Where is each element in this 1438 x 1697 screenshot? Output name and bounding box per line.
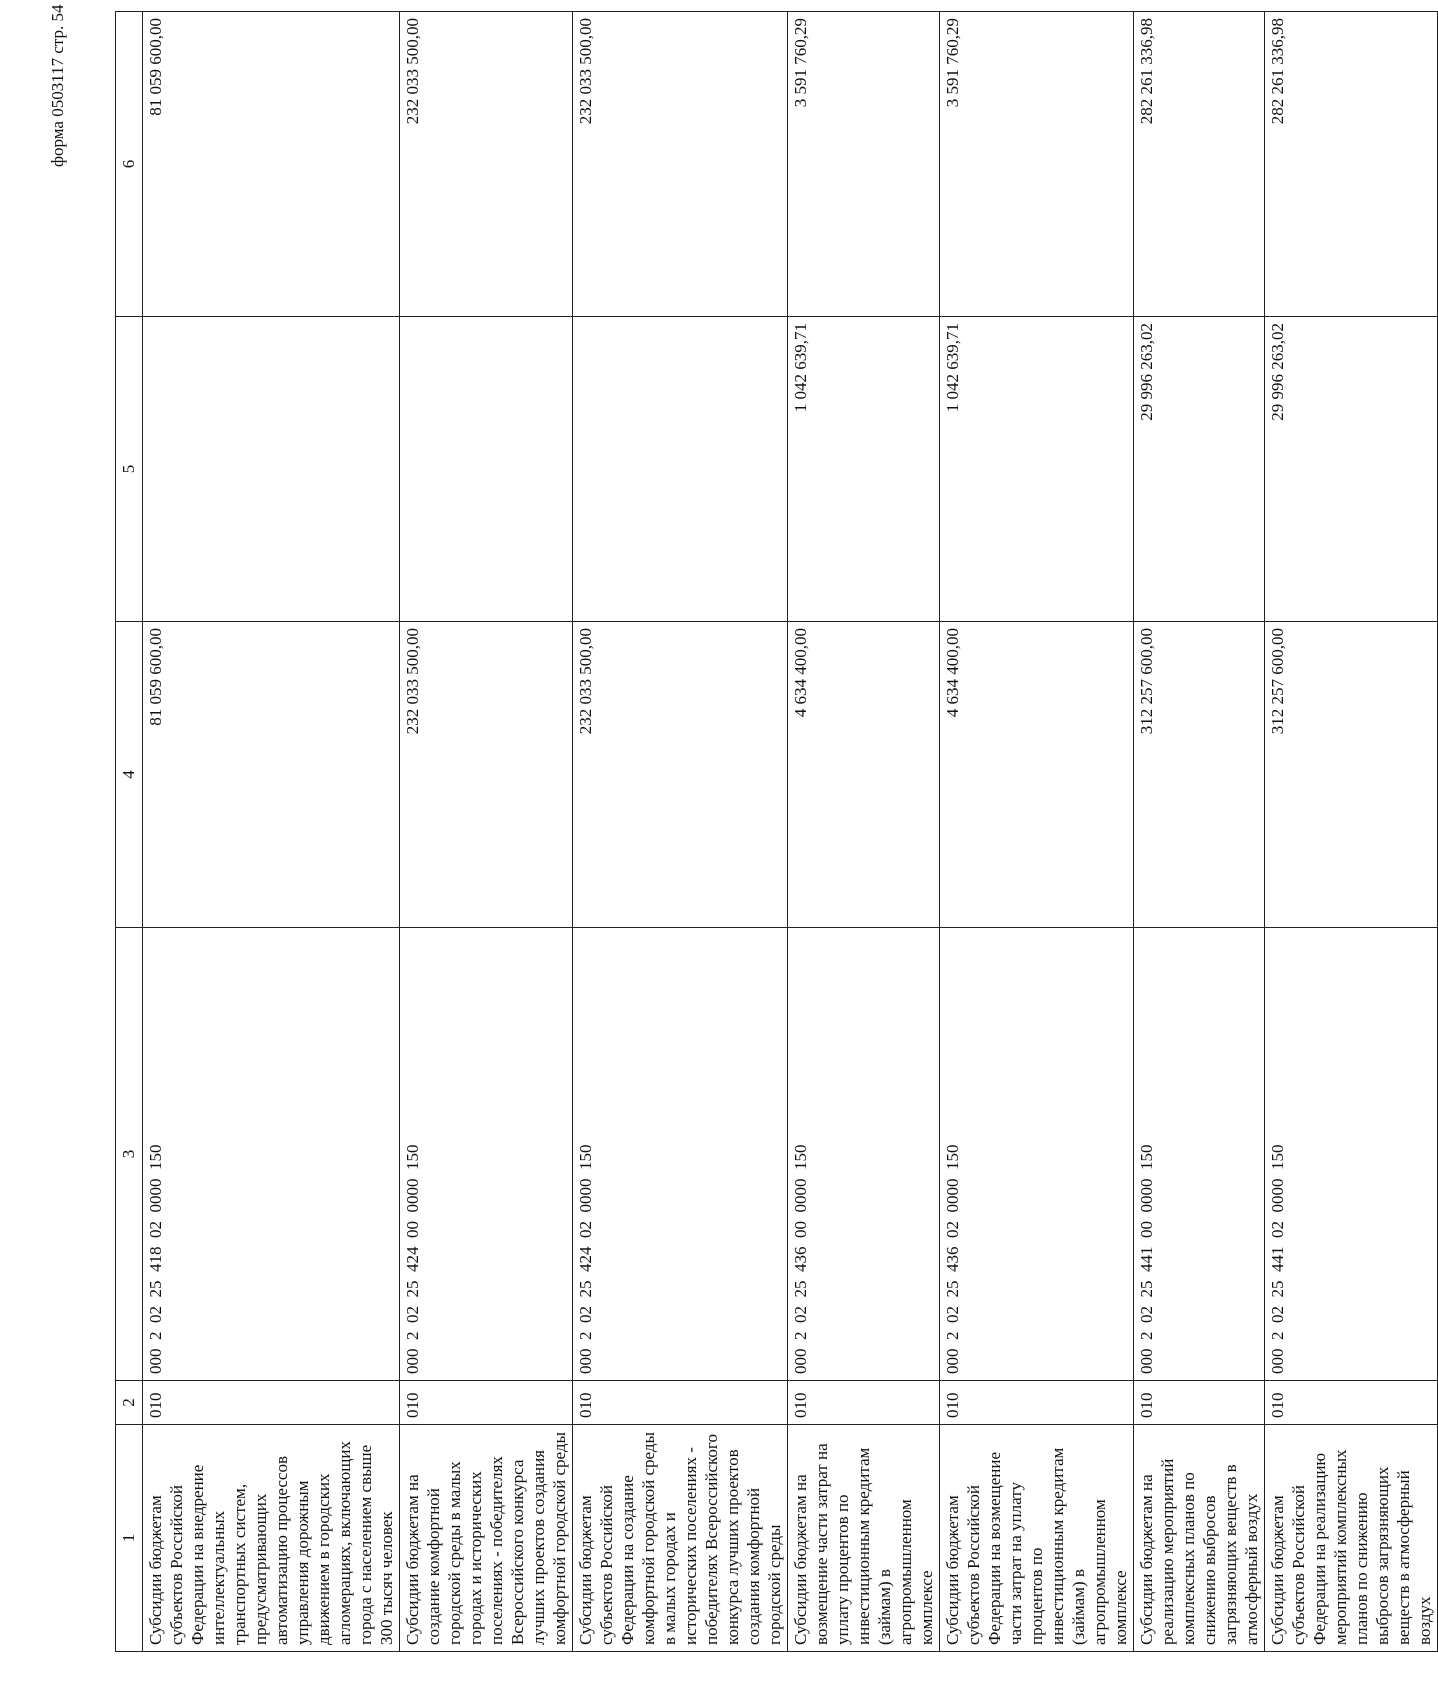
row-approved-amount: 312 257 600,00: [1134, 622, 1265, 928]
column-number: 1: [116, 1425, 143, 1652]
row-line-code: 010: [143, 1381, 400, 1425]
row-approved-amount: 232 033 500,00: [573, 622, 788, 928]
row-name: Субсидии бюджетам на реализацию мероприятий комплексных планов по снижению выбросов загрязняющих веществ в атмосферный воздух: [1134, 1425, 1265, 1652]
row-name: Субсидии бюджетам на возмещение части затрат на уплату процентов по инвестиционным кредитам (займам) в агропромышленном комплексе: [788, 1425, 940, 1652]
row-executed-amount: [400, 317, 573, 622]
table-row: [1134, 12, 1265, 1652]
table-body: [143, 12, 1438, 1652]
budget-table: [115, 11, 1438, 1652]
form-page-header: форма 0503117 стр. 54: [48, 4, 67, 167]
table-row: [940, 12, 1134, 1652]
row-remaining-amount: 3 591 760,29: [788, 12, 940, 317]
row-line-code: 010: [573, 1381, 788, 1425]
row-approved-amount: 312 257 600,00: [1265, 622, 1438, 928]
row-name: Субсидии бюджетам субъектов Российской Федерации на создание комфортной городской среды в малых городах и исторических поселениях - победителях Всероссийского конкурса лучших проектов создания комфортной городской среды: [573, 1425, 788, 1652]
row-budget-code: 000 2 02 25 424 02 0000 150: [573, 928, 788, 1381]
row-executed-amount: [573, 317, 788, 622]
row-name: Субсидии бюджетам на создание комфортной городской среды в малых городах и исторических поселениях - победителях Всероссийского конкурса лучших проектов создания комфортной городской среды: [400, 1425, 573, 1652]
row-remaining-amount: 232 033 500,00: [573, 12, 788, 317]
row-budget-code: 000 2 02 25 418 02 0000 150: [143, 928, 400, 1381]
row-budget-code: 000 2 02 25 441 02 0000 150: [1265, 928, 1438, 1381]
row-approved-amount: 232 033 500,00: [400, 622, 573, 928]
table-header: [116, 12, 143, 1652]
row-executed-amount: 1 042 639,71: [788, 317, 940, 622]
row-line-code: 010: [940, 1381, 1134, 1425]
row-remaining-amount: 81 059 600,00: [143, 12, 400, 317]
row-remaining-amount: 232 033 500,00: [400, 12, 573, 317]
row-name: Субсидии бюджетам субъектов Российской Федерации на реализацию мероприятий комплексных планов по снижению выбросов загрязняющих веществ в атмосферный воздух: [1265, 1425, 1438, 1652]
row-line-code: 010: [400, 1381, 573, 1425]
row-budget-code: 000 2 02 25 424 00 0000 150: [400, 928, 573, 1381]
row-executed-amount: 1 042 639,71: [940, 317, 1134, 622]
row-executed-amount: [143, 317, 400, 622]
row-line-code: 010: [1134, 1381, 1265, 1425]
table-row: [400, 12, 573, 1652]
row-executed-amount: 29 996 263,02: [1265, 317, 1438, 622]
row-approved-amount: 4 634 400,00: [940, 622, 1134, 928]
row-approved-amount: 81 059 600,00: [143, 622, 400, 928]
column-number: 4: [116, 622, 143, 928]
table-row: [143, 12, 400, 1652]
row-budget-code: 000 2 02 25 436 02 0000 150: [940, 928, 1134, 1381]
column-number: 6: [116, 12, 143, 317]
row-name: Субсидии бюджетам субъектов Российской Федерации на возмещение части затрат на уплату процентов по инвестиционным кредитам (займам) в агропромышленном комплексе: [940, 1425, 1134, 1652]
table-row: [573, 12, 788, 1652]
column-number: 5: [116, 317, 143, 622]
row-line-code: 010: [1265, 1381, 1438, 1425]
row-remaining-amount: 282 261 336,98: [1265, 12, 1438, 317]
column-number-row: [116, 12, 143, 1652]
row-remaining-amount: 282 261 336,98: [1134, 12, 1265, 317]
column-number: 2: [116, 1381, 143, 1425]
table-row: [788, 12, 940, 1652]
row-budget-code: 000 2 02 25 436 00 0000 150: [788, 928, 940, 1381]
row-name: Субсидии бюджетам субъектов Российской Федерации на внедрение интеллектуальных транспортных систем, предусматривающих автоматизацию процессов управления дорожным движением в городских агломерациях, включающих города с населением свыше 300 тысяч человек: [143, 1425, 400, 1652]
column-number: 3: [116, 928, 143, 1381]
row-approved-amount: 4 634 400,00: [788, 622, 940, 928]
row-line-code: 010: [788, 1381, 940, 1425]
row-budget-code: 000 2 02 25 441 00 0000 150: [1134, 928, 1265, 1381]
row-remaining-amount: 3 591 760,29: [940, 12, 1134, 317]
table-row: [1265, 12, 1438, 1652]
row-executed-amount: 29 996 263,02: [1134, 317, 1265, 622]
